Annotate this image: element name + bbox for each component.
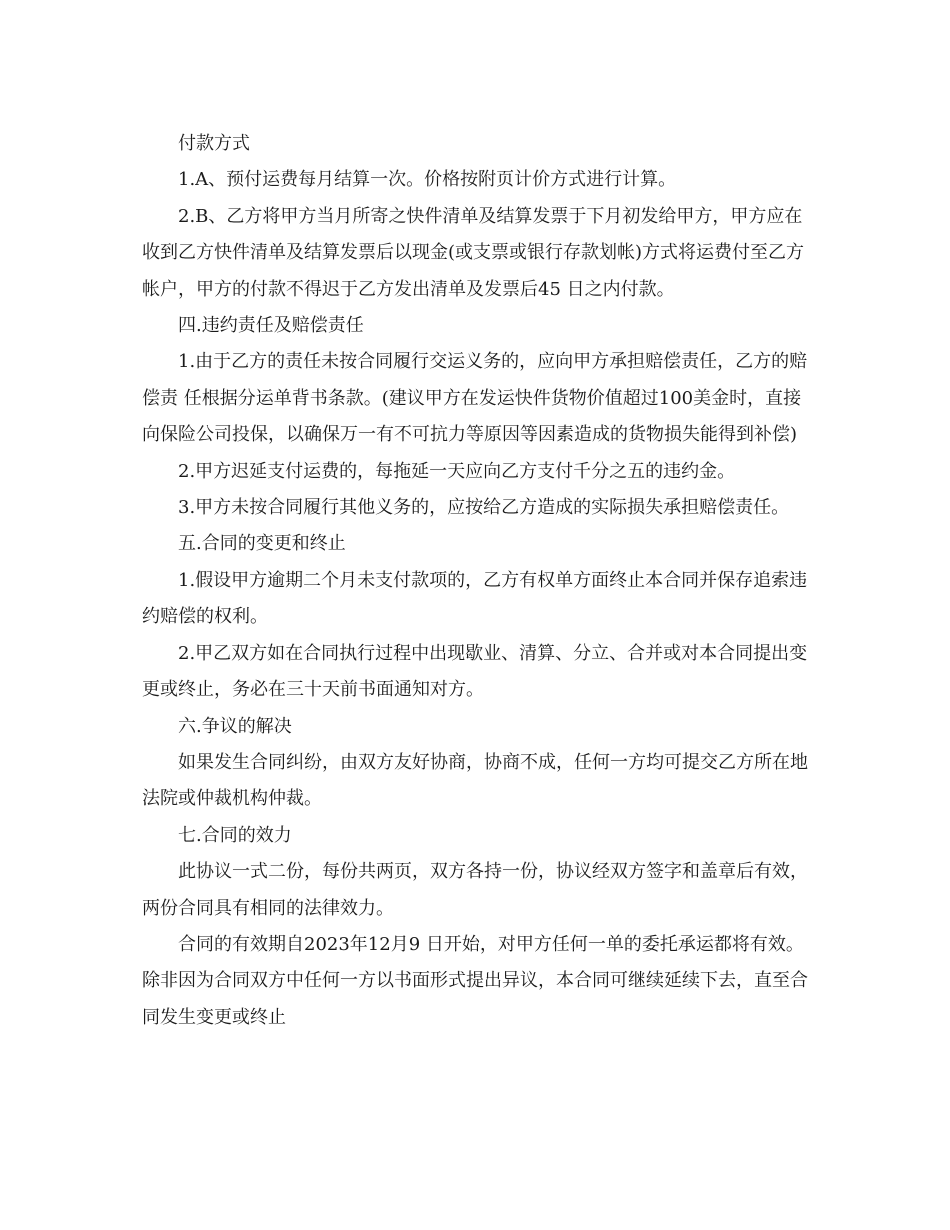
document-body (142, 126, 808, 1036)
paragraph: 此协议一式二份，每份共两页，双方各持一份，协议经双方签字和盖章后有效，两份合同具有相同的法律效力。 (142, 861, 808, 919)
paragraph: 如果发生合同纠纷，由双方友好协商，协商不成，任何一方均可提交乙方所在地法院或仲裁机构仲裁。 (142, 751, 808, 810)
paragraph: 2.甲方迟延支付运费的，每拖延一天应向乙方支付千分之五的违约金。 (178, 460, 736, 482)
section-heading-change-termination: 五.合同的变更和终止 (178, 533, 346, 555)
paragraph: 1.假设甲方逾期二个月未支付款项的，乙方有权单方面终止本合同并保存追索违约赔偿的权利。 (142, 569, 808, 628)
paragraph: 3.甲方未按合同履行其他义务的，应按给乙方造成的实际损失承担赔偿责任。 (178, 497, 790, 519)
paragraph: 1.A、预付运费每月结算一次。价格按附页计价方式进行计算。 (178, 169, 677, 191)
paragraph: 2.B、乙方将甲方当月所寄之快件清单及结算发票于下月初发给甲方，甲方应在收到乙方快件清单及结算发票后以现金(或支票或银行存款划帐)方式将运费付至乙方帐户，甲方的付款不得迟于乙方发出清单及发票后45 日之内付款。 (142, 205, 805, 300)
section-heading-validity: 七.合同的效力 (178, 824, 292, 846)
paragraph: 2.甲乙双方如在合同执行过程中出现歇业、清算、分立、合并或对本合同提出变更或终止，务必在三十天前书面通知对方。 (142, 642, 808, 701)
section-heading-liability: 四.违约责任及赔偿责任 (178, 315, 364, 337)
section-heading-payment: 付款方式 (178, 133, 250, 154)
paragraph: 合同的有效期自2023年12月9 日开始，对甲方任何一单的委托承运都将有效。 除非因为合同双方中任何一方以书面形式提出异议，本合同可继续延续下去，直至合同发生变更或终止 (142, 933, 808, 1028)
section-heading-dispute: 六.争议的解决 (178, 715, 292, 737)
paragraph: 1.由于乙方的责任未按合同履行交运义务的，应向甲方承担赔偿责任，乙方的赔偿责 任根据分运单背书条款。(建议甲方在发运快件货物价值超过100美金时，直接向保险公司投保，以确保万一有不可抗力等原因等因素造成的货物损失能得到补偿) (142, 351, 808, 446)
